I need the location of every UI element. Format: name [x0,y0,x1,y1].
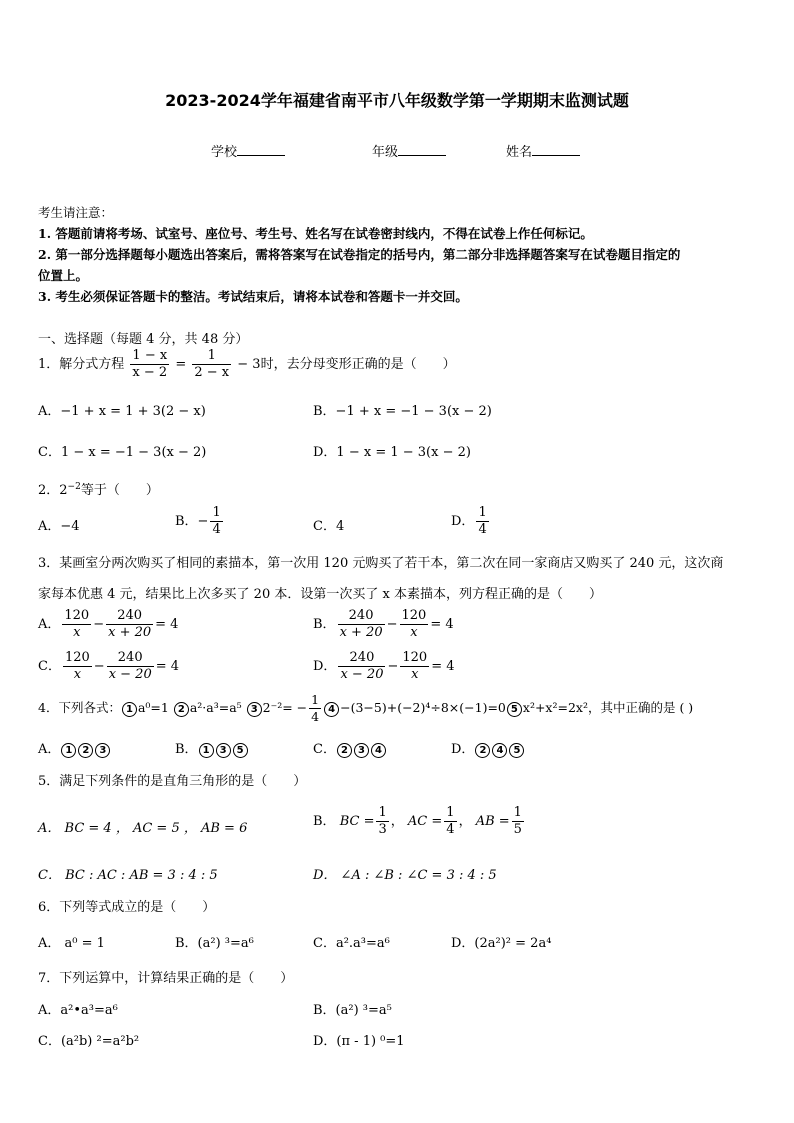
q2-option-d[interactable]: D． $\frac{1}{4}$ [451,505,487,537]
grade-label: 年级 [372,145,399,160]
notice-heading: 考生请注意： [38,205,114,220]
circled-5-icon: 5 [507,702,522,717]
q2-option-b[interactable]: B．− $\frac{1}{4}$ [175,505,221,537]
question-1-stem [38,348,456,381]
circled-1-icon: 1 [122,702,137,717]
q7-option-a[interactable]: A．a²•a³=a⁶ [38,1003,118,1018]
notice-item-3: 3. 考生必须保证答题卡的整洁。考试结束后，请将本试卷和答题卡一并交回。 [38,289,468,304]
q2-option-c[interactable]: C．4 [313,519,345,534]
q5-option-a[interactable]: A． BC = 4 ， AC = 5 ， AB = 6 [38,821,248,836]
q3-option-b[interactable]: B． $\frac{240}{x + 20}$ − $\frac{120}{x}$ = 4 [313,608,454,640]
q4-option-a[interactable]: A． 1 2 3 [38,738,111,758]
q2-option-a[interactable]: A．−4 [38,519,80,534]
q1-option-c[interactable]: C．1 − x = −1 − 3(x − 2) [38,445,207,460]
circled-2-icon: 2 [174,702,189,717]
q1-equals: = [175,357,187,372]
q6-option-c[interactable]: C．a².a³=a⁶ [313,936,390,951]
question-6-stem: 6．下列等式成立的是（ ） [38,900,216,915]
q3-option-d[interactable]: D． $\frac{240}{x - 20}$ − $\frac{120}{x}$ = 4 [313,650,455,682]
q7-option-b[interactable]: B．(a²) ³=a⁵ [313,1003,392,1018]
q3-option-c[interactable]: C． $\frac{120}{x}$ − $\frac{240}{x - 20}$ = 4 [38,650,180,682]
q4-option-c[interactable]: C． 2 3 4 [313,738,387,758]
q6-option-a[interactable]: A． a⁰ = 1 [38,936,105,951]
q1-option-d[interactable]: D．1 − x = 1 − 3(x − 2) [313,445,471,460]
school-field[interactable] [211,141,285,160]
question-4-stem: 4．下列各式： 1 a⁰=1 2 a²·a³=a⁵ 3 2⁻²= − $\frac{1}{4}$ 4 −(3−5)+(−2)⁴÷8×(−1)=0 5 x²+x²=2x²，其中正确的是 ( ) [38,692,694,724]
name-blank[interactable] [532,143,580,156]
question-3-line-1: 3．某画室分两次购买了相同的素描本，第一次用 120 元购买了若干本，第二次在同一家商店又购买了 240 元，这次商 [38,556,724,571]
page-title: 2023-2024学年福建省南平市八年级数学第一学期期末监测试题 [165,91,629,110]
grade-blank[interactable] [398,143,446,156]
q5-option-c[interactable]: C． BC : AC : AB = 3 : 4 : 5 [38,868,218,883]
q1-fraction-2: $\frac{1}{2 - x}$ [194,348,230,380]
circled-4-icon: 4 [324,702,339,717]
q1-fraction-1: $\frac{1 - x}{x - 2}$ [132,348,168,380]
notice-item-2-cont: 位置上。 [38,268,89,283]
question-2-stem: 2．$2^{-2}$等于（ ） [38,482,159,498]
notice-item-2: 2. 第一部分选择题每小题选出答案后，需将答案写在试卷指定的括号内，第二部分非选择题答案写在试卷题目指定的 [38,247,681,262]
q3-option-a[interactable]: A． $\frac{120}{x}$ − $\frac{240}{x + 20}$ = 4 [38,608,179,640]
notice-item-1: 1. 答题前请将考场、试室号、座位号、考生号、姓名写在试卷密封线内，不得在试卷上作任何标记。 [38,226,593,241]
q1-suffix: − 3时，去分母变形正确的是（ ） [237,357,456,372]
question-7-stem: 7．下列运算中，计算结果正确的是（ ） [38,971,294,986]
name-field[interactable] [506,141,580,160]
q1-option-b[interactable]: B．−1 + x = −1 − 3(x − 2) [313,404,492,419]
q7-option-d[interactable]: D．(π - 1) ⁰=1 [313,1034,405,1049]
grade-field[interactable] [372,141,446,160]
question-3-line-2: 家每本优惠 4 元，结果比上次多买了 20 本．设第一次买了 x 本素描本，列方程正确的是（ ） [38,587,602,602]
question-5-stem: 5．满足下列条件的是直角三角形的是（ ） [38,774,307,789]
q5-option-d[interactable]: D． ∠A : ∠B : ∠C = 3 : 4 : 5 [313,868,497,883]
name-label: 姓名 [506,145,533,160]
school-blank[interactable] [237,143,285,156]
q1-prefix: 1．解分式方程 [38,357,125,372]
q1-option-a[interactable]: A．−1 + x = 1 + 3(2 − x) [38,404,206,419]
school-label: 学校 [211,145,238,160]
q4-option-b[interactable]: B． 1 3 5 [175,738,249,758]
q6-option-b[interactable]: B．(a²) ³=a⁶ [175,936,254,951]
circled-3-icon: 3 [247,702,262,717]
q6-option-d[interactable]: D．(2a²)² = 2a⁴ [451,936,552,951]
q4-option-d[interactable]: D． 2 4 5 [451,738,525,758]
q7-option-c[interactable]: C．(a²b) ²=a²b² [38,1034,140,1049]
q5-option-b[interactable]: B． BC = $\frac{1}{3}$ ， AC = $\frac{1}{4}$ ， AB = $\frac{1}{5}$ [313,805,522,837]
section-heading: 一、选择题（每题 4 分，共 48 分） [38,332,249,347]
